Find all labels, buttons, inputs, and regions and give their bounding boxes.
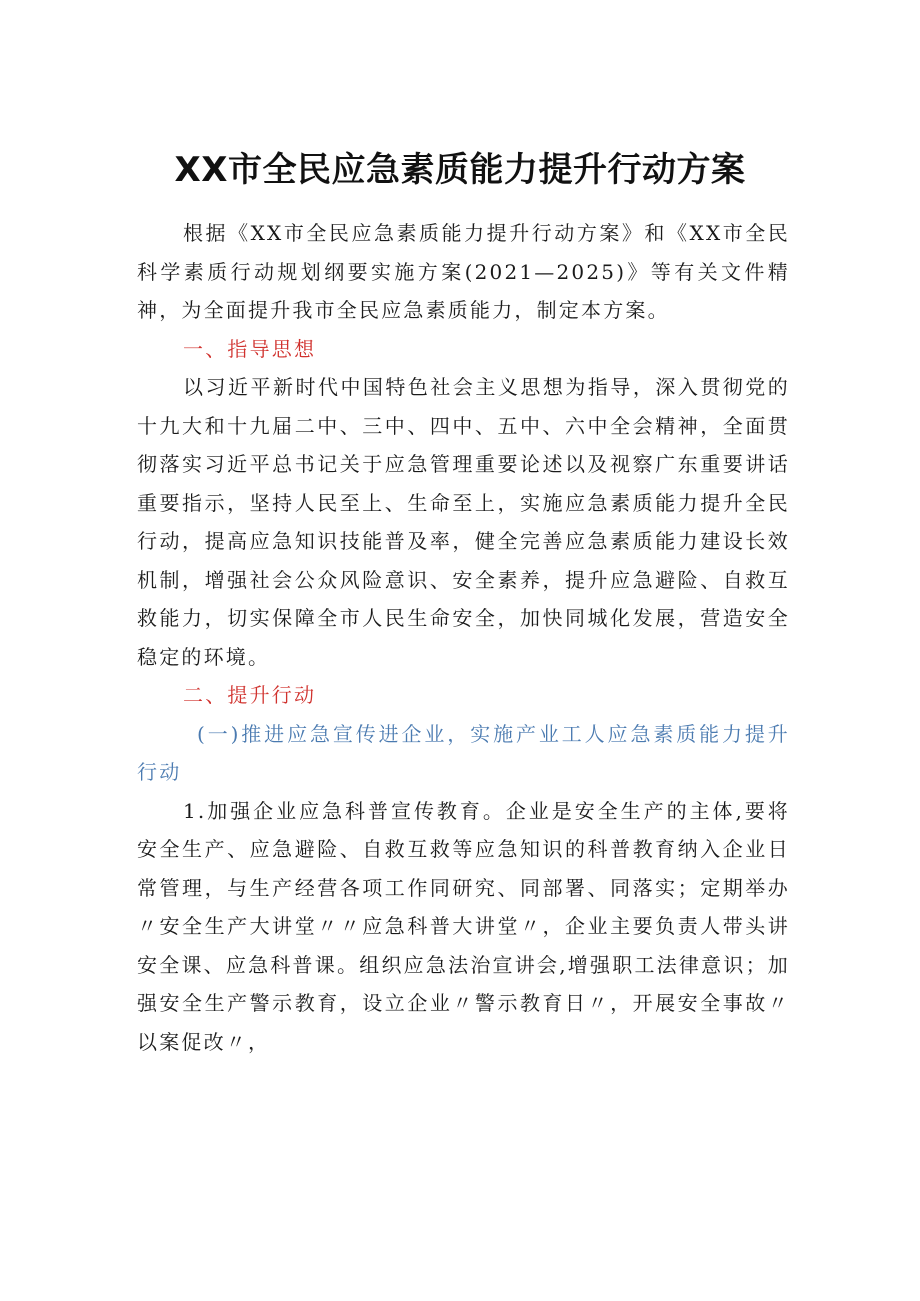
section-heading-upgrade-actions: 二、提升行动 — [183, 683, 317, 707]
section-heading-guiding-ideology: 一、指导思想 — [183, 336, 317, 361]
item-1-paragraph: 1.加强企业应急科普宣传教育。企业是安全生产的主体,要将安全生产、应急避险、自救互救等应急知识的科普教育纳入企业日常管理，与生产经营各项工作同研究、同部署、同落实；定期举办〃安全生产大讲堂〃〃应急科普大讲堂〃，企业主要负责人带头讲安全课、应急科普课。组织应急法治宣讲会,增强职工法律意识；加强安全生产警示教育，设立企业〃警示教育日〃，开展安全事故〃以案促改〃， — [137, 798, 790, 1054]
subsection-heading-enterprise: (一)推进应急宣传进企业，实施产业工人应急素质能力提升行动 — [137, 721, 790, 784]
document-title: XX市全民应急素质能力提升行动方案 — [174, 150, 746, 190]
intro-paragraph: 根据《XX市全民应急素质能力提升行动方案》和《XX市全民科学素质行动规划纲要实施方案(2021—2025)》等有关文件精神，为全面提升我市全民应急素质能力，制定本方案。 — [137, 221, 790, 322]
document-body — [137, 214, 790, 1061]
guiding-ideology-paragraph: 以习近平新时代中国特色社会主义思想为指导，深入贯彻党的十九大和十九届二中、三中、四中、五中、六中全会精神，全面贯彻落实习近平总书记关于应急管理重要论述以及视察广东重要讲话重要指示，坚持人民至上、生命至上，实施应急素质能力提升全民行动，提高应急知识技能普及率，健全完善应急素质能力建设长效机制，增强社会公众风险意识、安全素养，提升应急避险、自救互救能力，切实保障全市人民生命安全，加快同城化发展，营造安全稳定的环境。 — [137, 375, 790, 669]
